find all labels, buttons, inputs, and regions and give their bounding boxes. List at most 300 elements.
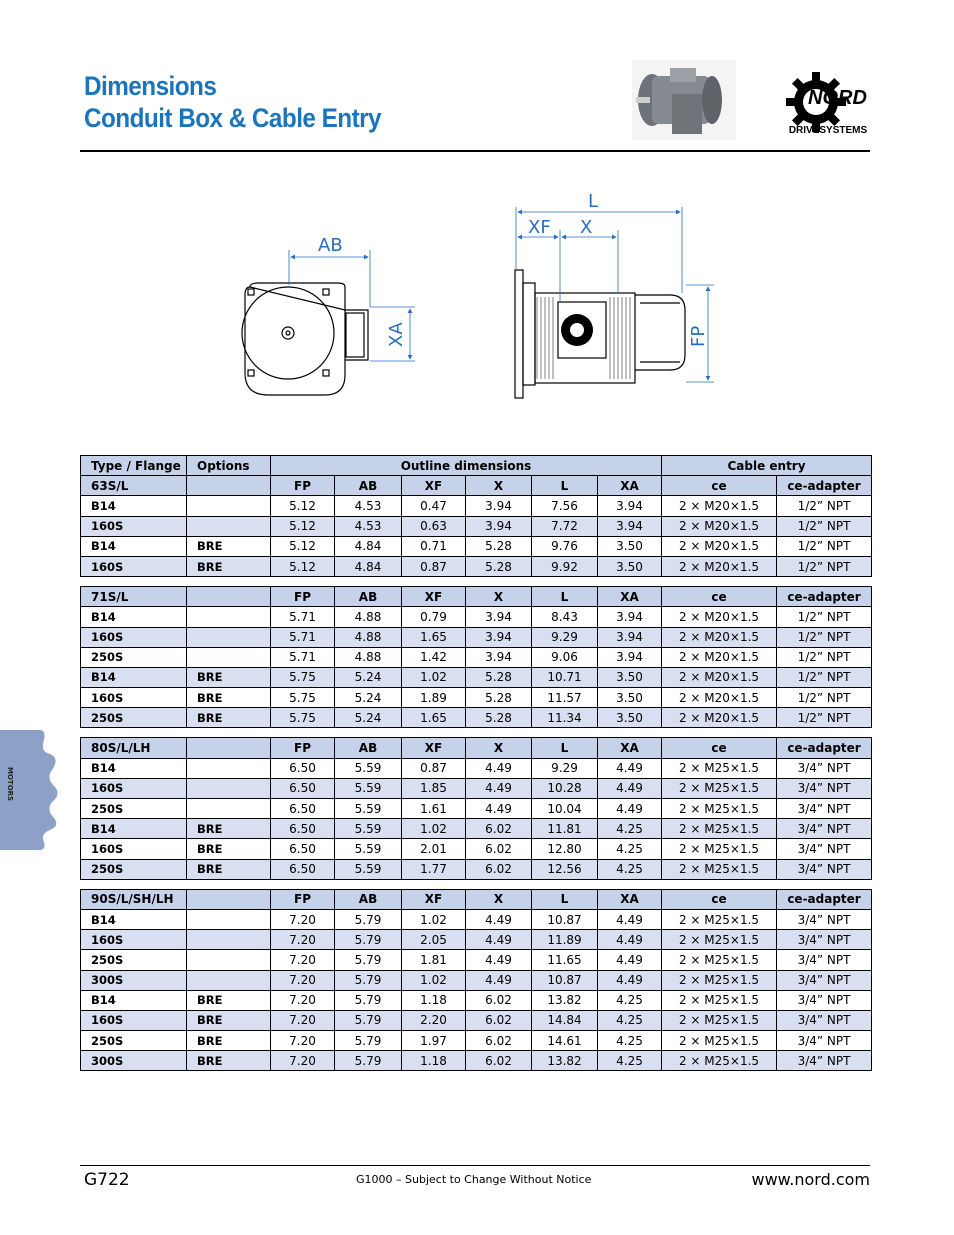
table-cell: 2 × M25×1.5 [662, 930, 777, 950]
table-cell: BRE [187, 819, 271, 839]
table-cell [187, 496, 271, 516]
table-cell: 3/4” NPT [777, 909, 872, 929]
table-cell: 3.94 [598, 516, 662, 536]
table-cell: 2 × M25×1.5 [662, 909, 777, 929]
table-cell: 3/4” NPT [777, 930, 872, 950]
table-cell: B14 [81, 667, 187, 687]
table-cell: 7.20 [271, 909, 335, 929]
table-cell: 3/4” NPT [777, 859, 872, 879]
table-cell: 5.79 [335, 990, 402, 1010]
table-cell: 3.50 [598, 688, 662, 708]
header-outline-dimensions: Outline dimensions [271, 456, 662, 476]
table-cell: 160S [81, 516, 187, 536]
column-header: L [532, 889, 598, 909]
table-cell: 5.79 [335, 1051, 402, 1071]
table-cell: 4.88 [335, 607, 402, 627]
table-cell: 1.02 [402, 667, 466, 687]
table-cell: 1.02 [402, 819, 466, 839]
table-cell: 160S [81, 839, 187, 859]
table-cell: 2 × M20×1.5 [662, 667, 777, 687]
table-cell: BRE [187, 839, 271, 859]
table-cell: 1.89 [402, 688, 466, 708]
table-cell: 4.49 [466, 778, 532, 798]
label-l: L [588, 191, 599, 212]
table-cell: BRE [187, 859, 271, 879]
column-header: AB [335, 738, 402, 758]
group-name: 71S/L [81, 587, 187, 607]
table-cell: 4.84 [335, 556, 402, 576]
table-cell: 4.49 [466, 930, 532, 950]
table-cell: 3/4” NPT [777, 1031, 872, 1051]
table-cell: 5.28 [466, 688, 532, 708]
label-x: X [580, 217, 593, 238]
table-cell: 2 × M20×1.5 [662, 647, 777, 667]
group-name: 80S/L/LH [81, 738, 187, 758]
table-cell: 4.49 [598, 778, 662, 798]
group-spacer [81, 577, 872, 587]
column-header: ce-adapter [777, 587, 872, 607]
column-header: XA [598, 476, 662, 496]
table-cell: 0.87 [402, 556, 466, 576]
table-cell: 3.50 [598, 667, 662, 687]
table-cell: 2 × M20×1.5 [662, 556, 777, 576]
table-cell: 6.50 [271, 758, 335, 778]
table-cell: 3/4” NPT [777, 778, 872, 798]
table-cell: 0.71 [402, 536, 466, 556]
header-type-flange: Type / Flange [81, 456, 187, 476]
table-cell: BRE [187, 556, 271, 576]
table-cell: 14.61 [532, 1031, 598, 1051]
table-cell: 1/2” NPT [777, 627, 872, 647]
title-line-1: Dimensions [84, 71, 217, 101]
table-cell: 7.20 [271, 1031, 335, 1051]
column-header: X [466, 889, 532, 909]
table-cell: 5.12 [271, 556, 335, 576]
table-cell: 2 × M20×1.5 [662, 688, 777, 708]
table-cell: 3.94 [466, 627, 532, 647]
table-row [81, 1031, 872, 1051]
table-cell: 6.02 [466, 819, 532, 839]
column-header: FP [271, 587, 335, 607]
table-row [81, 627, 872, 647]
table-cell: 160S [81, 556, 187, 576]
dimensions-table-wrap [80, 455, 870, 1071]
column-header: X [466, 738, 532, 758]
table-cell [187, 607, 271, 627]
table-cell: 4.49 [598, 909, 662, 929]
table-cell: 4.88 [335, 647, 402, 667]
table-row [81, 950, 872, 970]
table-cell: 10.04 [532, 799, 598, 819]
table-cell: 13.82 [532, 1051, 598, 1071]
table-cell: 2.05 [402, 930, 466, 950]
table-cell: 4.49 [598, 799, 662, 819]
table-cell: 2 × M20×1.5 [662, 607, 777, 627]
column-header: ce [662, 889, 777, 909]
table-cell: 5.79 [335, 909, 402, 929]
group-options-blank [187, 889, 271, 909]
table-row [81, 799, 872, 819]
table-cell: 11.34 [532, 708, 598, 728]
table-cell: 4.49 [466, 799, 532, 819]
group-options-blank [187, 476, 271, 496]
table-cell: 1.18 [402, 1051, 466, 1071]
table-cell: 2 × M25×1.5 [662, 1031, 777, 1051]
table-cell: 5.28 [466, 708, 532, 728]
table-cell: 2 × M25×1.5 [662, 1010, 777, 1030]
table-cell: 4.49 [466, 970, 532, 990]
motor-photo [632, 60, 736, 140]
table-cell: BRE [187, 1051, 271, 1071]
table-cell [187, 778, 271, 798]
table-cell: 5.12 [271, 536, 335, 556]
table-cell [187, 930, 271, 950]
table-cell: 250S [81, 950, 187, 970]
column-header: AB [335, 889, 402, 909]
table-cell: 12.56 [532, 859, 598, 879]
table-row [81, 859, 872, 879]
table-cell: 5.75 [271, 688, 335, 708]
website-link[interactable]: www.nord.com [751, 1170, 870, 1189]
table-header-row [81, 456, 872, 476]
title-line-2: Conduit Box & Cable Entry [84, 103, 382, 133]
table-cell: 1.81 [402, 950, 466, 970]
table-cell: 2 × M25×1.5 [662, 990, 777, 1010]
table-cell: 6.50 [271, 839, 335, 859]
column-header: XF [402, 889, 466, 909]
table-cell: 3.50 [598, 536, 662, 556]
table-cell: 4.49 [598, 930, 662, 950]
page-number: G722 [84, 1170, 130, 1190]
table-cell: 3/4” NPT [777, 970, 872, 990]
table-cell: 2 × M20×1.5 [662, 708, 777, 728]
table-cell: 7.20 [271, 970, 335, 990]
group-header-row [81, 738, 872, 758]
group-options-blank [187, 587, 271, 607]
table-cell: 7.72 [532, 516, 598, 536]
table-cell: 1.02 [402, 970, 466, 990]
table-cell: 250S [81, 859, 187, 879]
footer-notice: G1000 – Subject to Change Without Notice [356, 1173, 592, 1186]
table-cell [187, 909, 271, 929]
table-cell: BRE [187, 688, 271, 708]
table-cell: 5.75 [271, 708, 335, 728]
table-cell: 5.12 [271, 516, 335, 536]
table-cell: 4.49 [466, 950, 532, 970]
table-cell: 1.18 [402, 990, 466, 1010]
table-cell: 5.59 [335, 819, 402, 839]
table-cell: 5.59 [335, 758, 402, 778]
table-cell: 5.79 [335, 1031, 402, 1051]
table-row [81, 970, 872, 990]
table-cell: 160S [81, 930, 187, 950]
table-cell: 5.71 [271, 647, 335, 667]
dimensions-table [80, 455, 872, 1071]
table-cell: 2 × M25×1.5 [662, 970, 777, 990]
table-cell: BRE [187, 667, 271, 687]
table-cell: 6.50 [271, 778, 335, 798]
table-cell: 2.20 [402, 1010, 466, 1030]
table-cell: 4.84 [335, 536, 402, 556]
page-title [84, 70, 414, 134]
table-cell: BRE [187, 990, 271, 1010]
table-cell: 3/4” NPT [777, 1010, 872, 1030]
table-cell: 3/4” NPT [777, 799, 872, 819]
table-cell [187, 950, 271, 970]
table-cell: 6.02 [466, 1031, 532, 1051]
table-cell: 1/2” NPT [777, 607, 872, 627]
label-xf: XF [528, 217, 551, 238]
table-cell: 2 × M20×1.5 [662, 516, 777, 536]
table-cell: 11.57 [532, 688, 598, 708]
column-header: FP [271, 889, 335, 909]
table-cell: 10.87 [532, 909, 598, 929]
table-cell: 9.92 [532, 556, 598, 576]
group-name: 90S/L/SH/LH [81, 889, 187, 909]
table-cell: 10.87 [532, 970, 598, 990]
table-cell: 1.42 [402, 647, 466, 667]
table-cell: 0.79 [402, 607, 466, 627]
table-cell: 2 × M20×1.5 [662, 496, 777, 516]
table-cell: 5.24 [335, 667, 402, 687]
table-cell: 7.20 [271, 950, 335, 970]
table-cell [187, 970, 271, 990]
table-cell: BRE [187, 708, 271, 728]
column-header: FP [271, 476, 335, 496]
table-cell: 9.76 [532, 536, 598, 556]
table-cell: 1.65 [402, 627, 466, 647]
table-cell: 5.28 [466, 667, 532, 687]
label-fp: FP [688, 325, 709, 347]
table-cell: B14 [81, 536, 187, 556]
table-cell: BRE [187, 1010, 271, 1030]
table-cell: 5.59 [335, 859, 402, 879]
column-header: XA [598, 738, 662, 758]
side-view [515, 270, 685, 398]
table-cell: 3/4” NPT [777, 819, 872, 839]
group-header-row [81, 476, 872, 496]
table-cell: BRE [187, 1031, 271, 1051]
table-row [81, 647, 872, 667]
table-cell: 2 × M25×1.5 [662, 839, 777, 859]
table-cell: 4.25 [598, 1010, 662, 1030]
table-cell: 6.02 [466, 990, 532, 1010]
table-cell: 2 × M25×1.5 [662, 950, 777, 970]
table-cell: 3.94 [466, 607, 532, 627]
table-cell: 5.71 [271, 627, 335, 647]
table-cell: 1.02 [402, 909, 466, 929]
table-cell: 5.79 [335, 930, 402, 950]
table-cell: 6.02 [466, 859, 532, 879]
table-cell: 300S [81, 1051, 187, 1071]
table-cell: 1/2” NPT [777, 667, 872, 687]
table-cell: 300S [81, 970, 187, 990]
table-cell: 14.84 [532, 1010, 598, 1030]
table-row [81, 708, 872, 728]
table-cell: 11.65 [532, 950, 598, 970]
table-cell: 1.77 [402, 859, 466, 879]
table-cell: 160S [81, 778, 187, 798]
group-spacer [81, 728, 872, 738]
table-cell: 3/4” NPT [777, 1051, 872, 1071]
table-cell: 3.94 [466, 516, 532, 536]
table-cell: 0.87 [402, 758, 466, 778]
table-cell: 4.25 [598, 1031, 662, 1051]
table-cell: 6.50 [271, 859, 335, 879]
logo-tagline: DRIVESYSTEMS [788, 125, 868, 136]
table-cell: 4.25 [598, 990, 662, 1010]
table-cell: 4.25 [598, 859, 662, 879]
table-cell: 2.01 [402, 839, 466, 859]
table-cell: 5.28 [466, 556, 532, 576]
table-cell: 4.49 [598, 970, 662, 990]
table-cell: 0.47 [402, 496, 466, 516]
column-header: ce-adapter [777, 738, 872, 758]
table-cell: 4.53 [335, 496, 402, 516]
table-cell: 4.25 [598, 839, 662, 859]
table-cell: 4.53 [335, 516, 402, 536]
table-row [81, 1010, 872, 1030]
table-cell: 3.50 [598, 556, 662, 576]
label-ab: AB [318, 235, 343, 256]
table-row [81, 1051, 872, 1071]
column-header: AB [335, 476, 402, 496]
table-cell: 3.94 [598, 627, 662, 647]
column-header: ce [662, 738, 777, 758]
table-row [81, 909, 872, 929]
column-header: L [532, 738, 598, 758]
table-cell: 0.63 [402, 516, 466, 536]
column-header: ce-adapter [777, 476, 872, 496]
table-cell: 3.94 [466, 496, 532, 516]
group-name: 63S/L [81, 476, 187, 496]
footer-rule [80, 1165, 870, 1166]
table-cell: 1/2” NPT [777, 688, 872, 708]
column-header: XF [402, 476, 466, 496]
table-cell: 5.28 [466, 536, 532, 556]
table-cell: 4.25 [598, 819, 662, 839]
table-cell: 4.49 [466, 909, 532, 929]
table-cell: 3.94 [598, 607, 662, 627]
table-cell: 1/2” NPT [777, 536, 872, 556]
table-cell: 11.89 [532, 930, 598, 950]
column-header: ce [662, 476, 777, 496]
header-cable-entry: Cable entry [662, 456, 872, 476]
column-header: XF [402, 587, 466, 607]
column-header: X [466, 587, 532, 607]
table-cell: 5.75 [271, 667, 335, 687]
table-cell: 4.49 [598, 758, 662, 778]
table-cell: 2 × M20×1.5 [662, 627, 777, 647]
table-cell: 5.79 [335, 1010, 402, 1030]
table-cell: 4.88 [335, 627, 402, 647]
table-cell: 3.94 [598, 496, 662, 516]
table-row [81, 990, 872, 1010]
table-cell: 250S [81, 799, 187, 819]
table-cell: 6.02 [466, 839, 532, 859]
logo-word: NORD [808, 87, 867, 109]
group-spacer [81, 879, 872, 889]
table-row [81, 556, 872, 576]
dimension-drawing [230, 185, 730, 415]
table-cell [187, 799, 271, 819]
table-cell: 3.94 [466, 647, 532, 667]
table-cell: 2 × M25×1.5 [662, 758, 777, 778]
table-cell: 1.85 [402, 778, 466, 798]
table-cell: 6.02 [466, 1051, 532, 1071]
table-cell: 8.43 [532, 607, 598, 627]
group-options-blank [187, 738, 271, 758]
table-cell: 5.79 [335, 950, 402, 970]
table-cell: B14 [81, 607, 187, 627]
table-cell: 10.71 [532, 667, 598, 687]
column-header: FP [271, 738, 335, 758]
table-cell: 1/2” NPT [777, 556, 872, 576]
table-cell: 3.94 [598, 647, 662, 667]
header-rule [80, 150, 870, 152]
table-cell: 9.06 [532, 647, 598, 667]
table-cell: 5.12 [271, 496, 335, 516]
table-cell: 160S [81, 688, 187, 708]
table-cell: 2 × M25×1.5 [662, 819, 777, 839]
table-row [81, 607, 872, 627]
table-cell: 6.50 [271, 799, 335, 819]
table-cell: 5.24 [335, 708, 402, 728]
column-header: X [466, 476, 532, 496]
side-tab-label: MOTORS [6, 767, 14, 802]
table-cell: 3/4” NPT [777, 758, 872, 778]
table-row [81, 496, 872, 516]
column-header: ce [662, 587, 777, 607]
table-cell: B14 [81, 496, 187, 516]
table-cell: 3/4” NPT [777, 990, 872, 1010]
table-cell [187, 627, 271, 647]
table-cell: 1/2” NPT [777, 496, 872, 516]
table-row [81, 819, 872, 839]
table-cell: 6.02 [466, 1010, 532, 1030]
table-cell: 1/2” NPT [777, 516, 872, 536]
table-cell: 1/2” NPT [777, 708, 872, 728]
group-header-row [81, 889, 872, 909]
table-cell: 11.81 [532, 819, 598, 839]
table-cell: 5.71 [271, 607, 335, 627]
table-cell: 1.97 [402, 1031, 466, 1051]
table-cell: 7.20 [271, 990, 335, 1010]
table-row [81, 758, 872, 778]
table-cell [187, 758, 271, 778]
table-cell: 5.79 [335, 970, 402, 990]
table-cell: 1/2” NPT [777, 647, 872, 667]
table-cell: 2 × M25×1.5 [662, 859, 777, 879]
table-cell: 4.25 [598, 1051, 662, 1071]
table-cell: 13.82 [532, 990, 598, 1010]
table-row [81, 778, 872, 798]
table-row [81, 688, 872, 708]
table-cell: B14 [81, 758, 187, 778]
table-row [81, 536, 872, 556]
table-cell: B14 [81, 909, 187, 929]
header-options: Options [187, 456, 271, 476]
column-header: AB [335, 587, 402, 607]
table-cell: 3/4” NPT [777, 950, 872, 970]
table-cell: 160S [81, 1010, 187, 1030]
table-cell: 2 × M25×1.5 [662, 1051, 777, 1071]
table-cell: 5.59 [335, 799, 402, 819]
table-cell: 2 × M25×1.5 [662, 778, 777, 798]
column-header: L [532, 476, 598, 496]
table-cell: 4.49 [598, 950, 662, 970]
table-row [81, 930, 872, 950]
